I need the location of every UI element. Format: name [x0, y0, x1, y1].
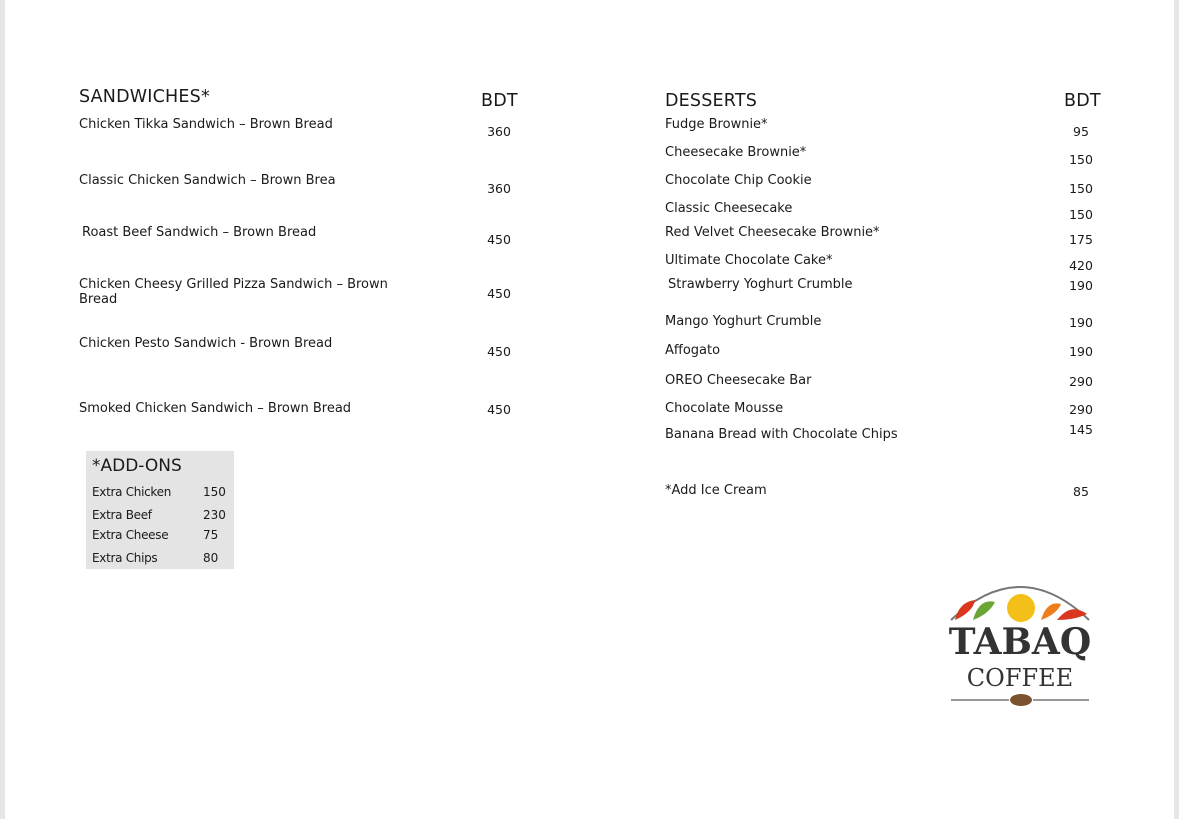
menu-page	[5, 0, 1174, 819]
dessert-price: 150	[1069, 207, 1093, 222]
sandwich-item: Chicken Tikka Sandwich – Brown Bread	[79, 117, 333, 132]
desserts-heading: DESSERTS	[665, 91, 758, 111]
dessert-item: Ultimate Chocolate Cake*	[665, 253, 833, 268]
sandwich-price: 450	[487, 402, 511, 417]
sandwich-item: Chicken Cheesy Grilled Pizza Sandwich – Brown Bread	[79, 277, 388, 307]
dessert-price: 145	[1069, 422, 1093, 437]
sandwich-price: 360	[487, 124, 511, 139]
dessert-price: 190	[1069, 278, 1093, 293]
dessert-item: Classic Cheesecake	[665, 201, 793, 216]
addon-price: 75	[203, 528, 219, 542]
logo-sub-text: COFFEE	[966, 664, 1074, 692]
addon-price: 80	[203, 551, 219, 565]
addon-item: Extra Chicken	[92, 485, 172, 499]
addons-box	[86, 451, 234, 569]
logo-leaf-green	[973, 601, 995, 620]
dessert-price: 175	[1069, 232, 1093, 247]
logo-leaf-red-2	[1057, 609, 1087, 620]
dessert-price: 190	[1069, 344, 1093, 359]
dessert-price: 290	[1069, 374, 1093, 389]
dessert-item: Chocolate Mousse	[665, 401, 784, 416]
dessert-price: 190	[1069, 315, 1093, 330]
sandwiches-heading: SANDWICHES*	[79, 87, 210, 107]
sandwich-item: Roast Beef Sandwich – Brown Bread	[82, 225, 317, 240]
logo-graphic	[945, 574, 1095, 714]
addons-heading: *ADD-ONS	[92, 456, 182, 476]
sandwich-price: 360	[487, 181, 511, 196]
dessert-price: 420	[1069, 258, 1093, 273]
dessert-price: 290	[1069, 402, 1093, 417]
dessert-item: OREO Cheesecake Bar	[665, 373, 812, 388]
ice-cream-addon: *Add Ice Cream	[665, 483, 767, 498]
sandwiches-currency: BDT	[481, 91, 518, 111]
dessert-item: Banana Bread with Chocolate Chips	[665, 427, 898, 442]
dessert-item: Cheesecake Brownie*	[665, 145, 807, 160]
logo-leaf-red	[955, 600, 975, 620]
dessert-item: Affogato	[665, 343, 721, 358]
dessert-item: Mango Yoghurt Crumble	[665, 314, 822, 329]
sandwich-item: Chicken Pesto Sandwich - Brown Bread	[79, 336, 333, 351]
logo-brand-text: TABAQ	[948, 621, 1092, 663]
coffee-bean-icon	[1010, 694, 1032, 706]
dessert-item: Strawberry Yoghurt Crumble	[668, 277, 853, 292]
addon-price: 230	[203, 508, 226, 522]
sandwich-item: Classic Chicken Sandwich – Brown Brea	[79, 173, 336, 188]
addon-item: Extra Chips	[92, 551, 158, 565]
dessert-item: Chocolate Chip Cookie	[665, 173, 812, 188]
desserts-currency: BDT	[1064, 91, 1101, 111]
addon-price: 150	[203, 485, 226, 499]
sandwich-price: 450	[487, 232, 511, 247]
dessert-price: 95	[1073, 124, 1089, 139]
logo-sun	[1007, 594, 1035, 622]
addon-item: Extra Beef	[92, 508, 152, 522]
tabaq-coffee-logo	[945, 574, 1095, 714]
ice-cream-price: 85	[1073, 484, 1089, 499]
sandwich-price: 450	[487, 286, 511, 301]
sandwich-item: Smoked Chicken Sandwich – Brown Bread	[79, 401, 352, 416]
addon-item: Extra Cheese	[92, 528, 169, 542]
dessert-item: Fudge Brownie*	[665, 117, 768, 132]
dessert-price: 150	[1069, 181, 1093, 196]
dessert-item: Red Velvet Cheesecake Brownie*	[665, 225, 880, 240]
logo-leaf-orange	[1041, 603, 1061, 620]
dessert-price: 150	[1069, 152, 1093, 167]
sandwich-price: 450	[487, 344, 511, 359]
